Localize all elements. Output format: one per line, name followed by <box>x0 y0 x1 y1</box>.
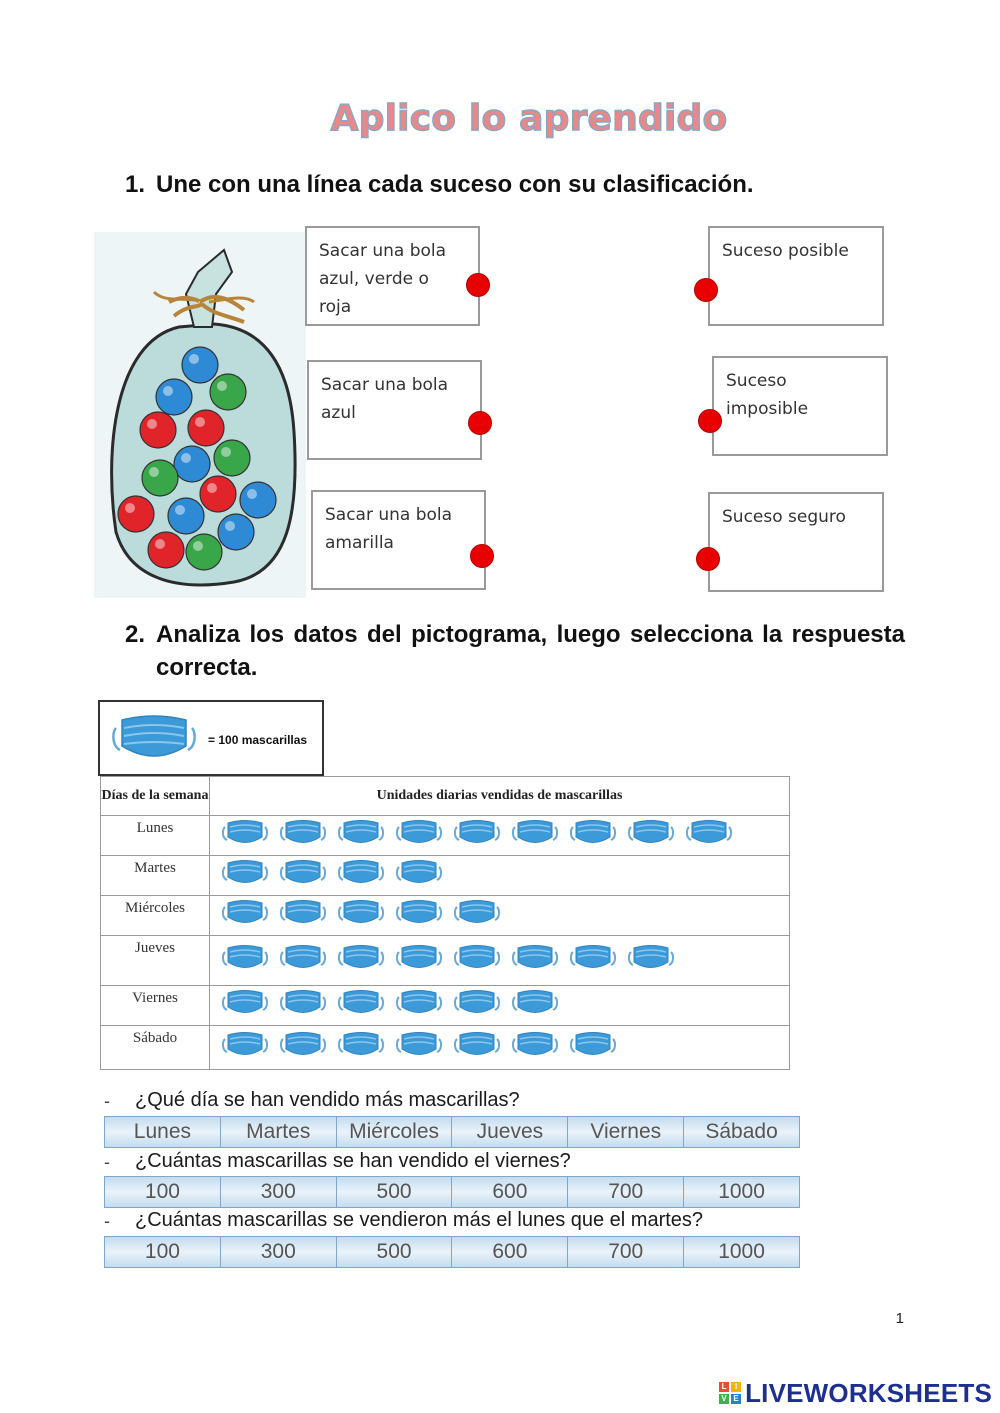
mask-icon <box>512 818 558 853</box>
answer-option[interactable]: 600 <box>452 1177 568 1207</box>
pictogram-day-label: Sábado <box>101 1026 210 1070</box>
mask-icon <box>396 858 442 893</box>
blue-ball <box>168 498 204 534</box>
pictogram-table <box>100 776 790 1070</box>
answer-option[interactable]: Sábado <box>684 1117 799 1147</box>
ball-highlight <box>207 483 217 493</box>
pictogram-row <box>101 1026 790 1070</box>
balls <box>94 232 306 598</box>
event-card-2-text: Sacar una bola azul <box>321 375 449 423</box>
mask-icon <box>512 1030 558 1065</box>
ball-highlight <box>221 447 231 457</box>
mask-icon <box>338 898 384 933</box>
mask-icon <box>512 943 558 978</box>
class-impossible-connector-dot[interactable] <box>698 409 722 433</box>
ball-highlight <box>149 467 159 477</box>
red-ball <box>200 476 236 512</box>
mask-icon <box>222 858 268 893</box>
answer-option[interactable]: 500 <box>337 1177 453 1207</box>
mask-icon <box>570 1030 616 1065</box>
ball-highlight <box>155 539 165 549</box>
question-1-text: Une con una línea cada suceso con su clasificación. <box>156 171 754 198</box>
header-units: Unidades diarias vendidas de mascarillas <box>210 777 790 816</box>
ball-highlight <box>247 489 257 499</box>
mask-icon <box>454 818 500 853</box>
pictogram-row <box>101 856 790 896</box>
blue-ball <box>174 446 210 482</box>
answer-option[interactable]: 1000 <box>684 1237 799 1267</box>
blue-ball <box>218 514 254 550</box>
pictogram-row <box>101 986 790 1026</box>
pictogram-mask-cell <box>210 896 790 936</box>
pictogram-row <box>101 936 790 986</box>
mask-icon <box>222 1030 268 1065</box>
pictogram-mask-cell <box>210 856 790 896</box>
answer-option[interactable]: 300 <box>221 1177 337 1207</box>
class-card-possible <box>708 226 884 326</box>
class-card-possible-text: Suceso posible <box>722 241 849 261</box>
answer-option[interactable]: Jueves <box>452 1117 568 1147</box>
mask-icon <box>396 943 442 978</box>
answer-option[interactable]: Martes <box>221 1117 337 1147</box>
question-1 <box>125 168 905 201</box>
blue-ball <box>182 347 218 383</box>
class-card-certain <box>708 492 884 592</box>
answer-option[interactable]: 700 <box>568 1177 684 1207</box>
mask-icon <box>628 943 674 978</box>
class-card-certain-text: Suceso seguro <box>722 507 846 527</box>
quiz-options-1 <box>104 1116 800 1148</box>
ball-highlight <box>225 521 235 531</box>
pictogram-day-label: Miércoles <box>101 896 210 936</box>
question-bullet: - <box>104 1152 110 1172</box>
pictogram-day-label: Jueves <box>101 936 210 986</box>
ball-highlight <box>217 381 227 391</box>
quiz-question-1: ¿Qué día se han vendido más mascarillas? <box>135 1089 520 1111</box>
class-card-impossible <box>712 356 888 456</box>
red-ball <box>148 532 184 568</box>
blue-ball <box>240 482 276 518</box>
mask-icon <box>222 988 268 1023</box>
event-card-1-text: Sacar una bola azul, verde o roja <box>319 241 447 317</box>
question-bullet: - <box>104 1211 110 1231</box>
event-card-2 <box>307 360 482 460</box>
mask-icon <box>454 898 500 933</box>
mask-icon <box>686 818 732 853</box>
answer-option[interactable]: 500 <box>337 1237 453 1267</box>
answer-option[interactable]: Lunes <box>105 1117 221 1147</box>
event-3-connector-dot[interactable] <box>470 544 494 568</box>
mask-icon <box>222 898 268 933</box>
mask-icon <box>396 818 442 853</box>
ball-highlight <box>189 354 199 364</box>
ball-highlight <box>175 505 185 515</box>
pictogram-mask-cell <box>210 1026 790 1070</box>
page-number: 1 <box>895 1310 904 1327</box>
red-ball <box>188 410 224 446</box>
pictogram-row <box>101 816 790 856</box>
pictogram-day-label: Lunes <box>101 816 210 856</box>
mask-icon <box>112 712 196 766</box>
answer-option[interactable]: Miércoles <box>337 1117 453 1147</box>
event-card-3-text: Sacar una bola amarilla <box>325 505 453 553</box>
mask-icon <box>280 898 326 933</box>
mask-icon <box>396 988 442 1023</box>
mask-icon <box>338 818 384 853</box>
green-ball <box>214 440 250 476</box>
mask-icon <box>628 818 674 853</box>
pictogram-row <box>101 896 790 936</box>
pictogram-day-label: Martes <box>101 856 210 896</box>
answer-option[interactable]: 100 <box>105 1177 221 1207</box>
red-ball <box>118 496 154 532</box>
liveworksheets-wordmark: LIVEWORKSHEETS <box>745 1377 992 1408</box>
mask-icon <box>280 943 326 978</box>
red-ball <box>140 412 176 448</box>
quiz-options-2 <box>104 1176 800 1208</box>
event-card-3 <box>311 490 486 590</box>
ball-highlight <box>163 386 173 396</box>
ball-highlight <box>193 541 203 551</box>
liveworksheets-logo-icon: L I V E <box>719 1382 741 1404</box>
mask-icon <box>570 943 616 978</box>
event-2-connector-dot[interactable] <box>468 411 492 435</box>
mask-icon <box>338 988 384 1023</box>
ball-highlight <box>181 453 191 463</box>
event-card-1 <box>305 226 480 326</box>
question-1-number: 1. <box>125 171 146 198</box>
mask-icon <box>338 943 384 978</box>
pictogram-legend-text: = 100 mascarillas <box>208 733 308 747</box>
question-2-text: Analiza los datos del pictograma, luego selecciona la respuesta correcta. <box>156 621 905 681</box>
mask-icon <box>454 988 500 1023</box>
mask-icon <box>338 858 384 893</box>
mask-icon <box>280 858 326 893</box>
mask-icon <box>454 943 500 978</box>
mask-icon <box>338 1030 384 1065</box>
mask-icon <box>454 1030 500 1065</box>
header-days: Días de la semana <box>101 777 210 816</box>
mask-icon <box>570 818 616 853</box>
quiz-question-3: ¿Cuántas mascarillas se vendieron más el lunes que el martes? <box>135 1209 704 1231</box>
bag-of-balls-illustration <box>94 232 306 598</box>
page-title: Aplico lo aprendido <box>330 98 728 139</box>
mask-icon <box>222 818 268 853</box>
class-certain-connector-dot[interactable] <box>696 547 720 571</box>
green-ball <box>186 534 222 570</box>
mask-icon <box>280 988 326 1023</box>
mask-icon <box>280 818 326 853</box>
pictogram-mask-cell <box>210 816 790 856</box>
mask-icon <box>280 1030 326 1065</box>
class-card-impossible-text: Suceso imposible <box>726 371 809 419</box>
pictogram-mask-cell <box>210 986 790 1026</box>
pictogram-day-label: Viernes <box>101 986 210 1026</box>
answer-option[interactable]: 300 <box>221 1237 337 1267</box>
event-1-connector-dot[interactable] <box>466 273 490 297</box>
blue-ball <box>156 379 192 415</box>
answer-option[interactable]: 100 <box>105 1237 221 1267</box>
answer-option[interactable]: Viernes <box>568 1117 684 1147</box>
mask-icon <box>222 943 268 978</box>
quiz-question-2: ¿Cuántas mascarillas se han vendido el viernes? <box>135 1150 571 1172</box>
pictogram-mask-cell <box>210 936 790 986</box>
ball-highlight <box>195 417 205 427</box>
answer-option[interactable]: 600 <box>452 1237 568 1267</box>
mask-icon <box>512 988 558 1023</box>
green-ball <box>142 460 178 496</box>
question-bullet: - <box>104 1091 110 1111</box>
mask-icon <box>396 898 442 933</box>
answer-option[interactable]: 1000 <box>684 1177 799 1207</box>
mask-icon <box>396 1030 442 1065</box>
ball-highlight <box>147 419 157 429</box>
question-2 <box>125 618 905 684</box>
liveworksheets-logo <box>719 1376 992 1410</box>
quiz-options-3 <box>104 1236 800 1268</box>
question-2-number: 2. <box>125 621 146 648</box>
green-ball <box>210 374 246 410</box>
answer-option[interactable]: 700 <box>568 1237 684 1267</box>
class-possible-connector-dot[interactable] <box>694 278 718 302</box>
ball-highlight <box>125 503 135 513</box>
